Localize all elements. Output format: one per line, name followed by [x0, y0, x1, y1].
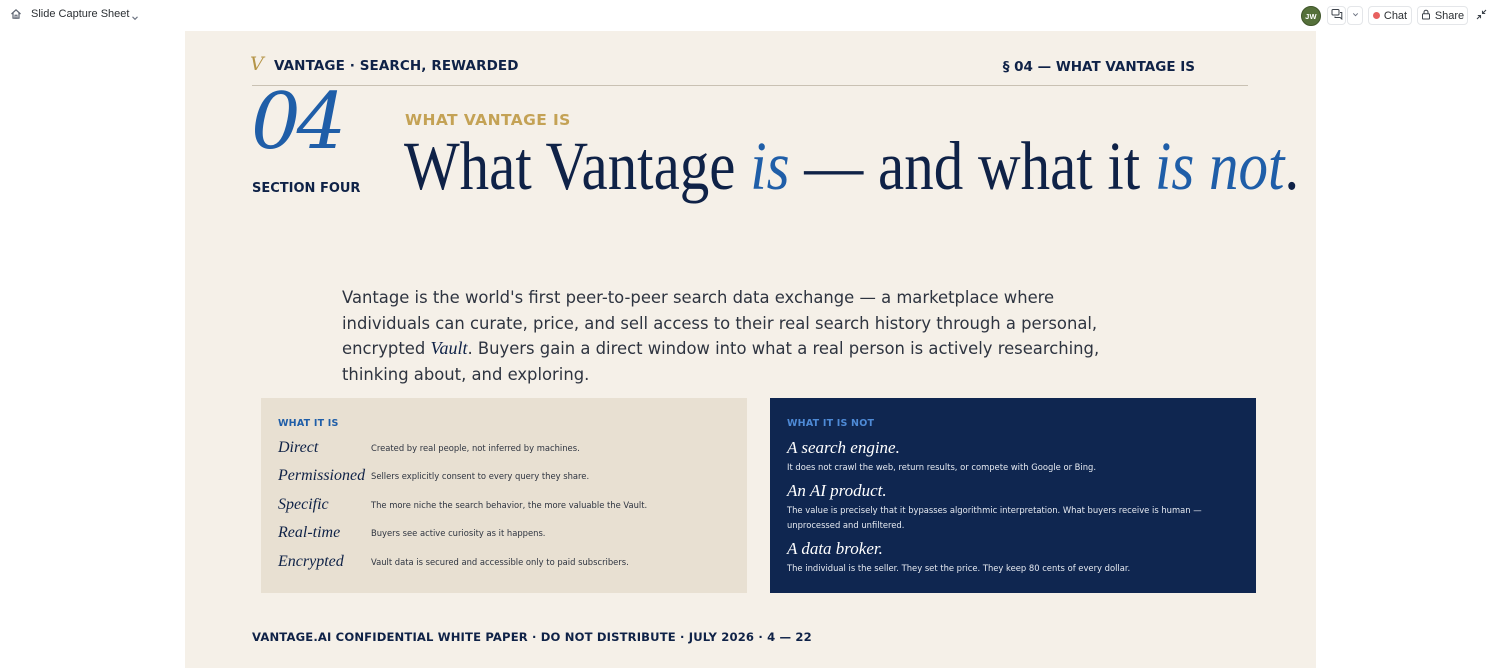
chevron-down-icon[interactable] — [130, 10, 140, 20]
vantage-logo-mark: V — [250, 53, 264, 75]
home-button[interactable] — [8, 8, 24, 24]
section-number: 04 — [251, 77, 343, 167]
chat-dot-icon — [1373, 12, 1380, 19]
item-term: Direct — [278, 439, 319, 456]
headline-part: — and what it — [789, 128, 1155, 204]
home-icon — [10, 7, 22, 25]
what-it-is-not-card — [770, 398, 1256, 593]
lock-icon — [1421, 9, 1431, 23]
list-item — [787, 539, 1242, 576]
slide-headline — [404, 129, 1299, 205]
headline-part: What Vantage — [404, 128, 751, 204]
what-it-is-label: WHAT IT IS — [278, 418, 339, 429]
slide-canvas — [185, 31, 1316, 668]
lead-text: . Buyers gain a direct window into what a real person is actively researching, thinking about, and exploring. — [342, 339, 1100, 384]
what-it-is-not-label: WHAT IT IS NOT — [787, 418, 875, 429]
list-item — [278, 553, 738, 573]
item-term: A data broker. — [787, 539, 883, 558]
slide-footer: VANTAGE.AI CONFIDENTIAL WHITE PAPER · DO NOT DISTRIBUTE · JULY 2026 · 4 — 22 — [252, 630, 812, 644]
headline-part: . — [1284, 128, 1300, 204]
list-item — [278, 439, 738, 459]
header-divider — [252, 85, 1248, 86]
item-term: A search engine. — [787, 438, 900, 457]
section-header: § 04 — WHAT VANTAGE IS — [1002, 59, 1195, 75]
item-term: Encrypted — [278, 553, 344, 570]
comments-icon — [1331, 8, 1343, 23]
item-description: It does not crawl the web, return results, or compete with Google or Bing. — [787, 462, 1097, 472]
share-label: Share — [1434, 9, 1465, 22]
item-description: The individual is the seller. They set the price. They keep 80 cents of every dollar. — [787, 563, 1131, 573]
list-item — [787, 481, 1242, 532]
list-item — [787, 438, 1242, 475]
item-term: Permissioned — [278, 467, 366, 484]
item-description: Buyers see active curiosity as it happens. — [371, 528, 546, 538]
list-item — [278, 467, 738, 487]
comments-button[interactable] — [1327, 6, 1346, 25]
what-it-is-card — [261, 398, 747, 593]
item-description: Vault data is secured and accessible only to paid subscribers. — [371, 557, 629, 567]
chat-label: Chat — [1383, 9, 1408, 22]
list-item — [278, 524, 738, 544]
list-item — [278, 496, 738, 516]
item-description: Created by real people, not inferred by machines. — [371, 443, 580, 453]
comments-menu-button[interactable] — [1347, 6, 1363, 25]
chevron-down-icon — [1351, 10, 1360, 22]
user-avatar[interactable]: JW — [1301, 6, 1321, 26]
item-description: The value is precisely that it bypasses algorithmic interpretation. What buyers receive is human — unprocessed and unfiltered. — [787, 505, 1202, 530]
headline-emphasis: is not — [1154, 128, 1285, 204]
collapse-button[interactable] — [1474, 8, 1489, 23]
item-term: Real-time — [278, 524, 341, 541]
lead-paragraph — [342, 285, 1102, 387]
item-term: An AI product. — [787, 481, 887, 500]
section-label: SECTION FOUR — [252, 181, 361, 196]
share-button[interactable] — [1417, 6, 1468, 25]
collapse-icon — [1476, 7, 1487, 25]
slide-kicker: WHAT VANTAGE IS — [405, 111, 571, 129]
app-top-bar — [0, 0, 1500, 31]
item-term: Specific — [278, 496, 329, 513]
chat-button[interactable] — [1368, 6, 1412, 25]
item-description: The more niche the search behavior, the more valuable the Vault. — [371, 500, 648, 510]
headline-emphasis: is — [750, 128, 790, 204]
item-description: Sellers explicitly consent to every query they share. — [371, 471, 590, 481]
lead-vault-term: Vault — [430, 338, 468, 359]
lead-text: Vantage is the world's first peer-to-peer search data exchange — a marketplace where individuals can curate, price, and sell access to their real search history through a personal, encrypted — [342, 288, 1098, 359]
document-title[interactable]: Slide Capture Sheet — [31, 8, 130, 20]
brand-header: VANTAGE · SEARCH, REWARDED — [274, 58, 519, 74]
